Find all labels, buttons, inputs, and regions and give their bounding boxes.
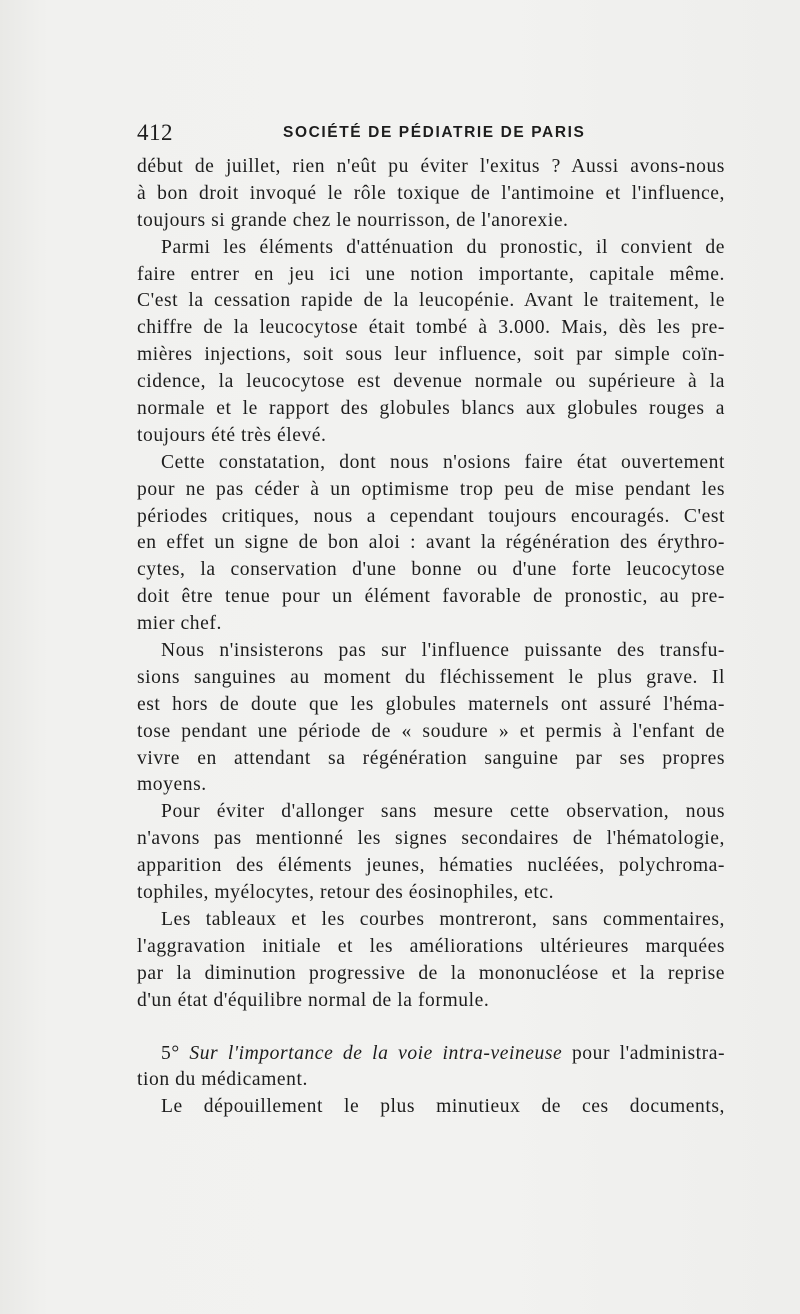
text-line: chiffre de la leucocytose était tombé à 3.000. Mais, dès les pre- [137,317,725,339]
text-line: d'un état d'équilibre normal de la formule. [137,989,490,1011]
text-line: toujours été très élevé. [137,424,327,446]
text-line: début de juillet, rien n'eût pu éviter l'exitus ? Aussi avons-nous [137,156,725,177]
text-line: Nous n'insisterons pas sur l'influence puissante des transfu- [161,640,725,662]
text-line: tose pendant une période de « soudure » et permis à l'enfant de [137,720,725,742]
text-line: à bon droit invoqué le rôle toxique de l'antimoine et l'influence, [137,182,725,204]
text-line: Cette constatation, dont nous n'osions faire état ouvertement [161,451,725,473]
text-line: mières injections, soit sous leur influence, soit par simple coïn- [137,344,725,366]
text-line: normale et le rapport des globules blancs aux globules rouges a [137,398,725,420]
text-line: mier chef. [137,613,222,635]
text-line: tion du médicament. [137,1069,308,1091]
text-line: sions sanguines au moment du fléchissement le plus grave. Il [137,666,725,688]
text-line: moyens. [137,774,207,796]
section-title-rest: pour l'administra- [571,1042,725,1064]
text-line: par la diminution progressive de la mononucléose et la reprise [137,962,725,984]
text-line: vivre en attendant sa régénération sanguine par ses propres [137,747,725,769]
text-line: est hors de doute que les globules maternels ont assuré l'héma- [137,693,725,715]
text-line: n'avons pas mentionné les signes secondaires de l'hématologie, [137,828,725,850]
text-line: Les tableaux et les courbes montreront, sans commentaires, [161,908,725,930]
text-line: en effet un signe de bon aloi : avant la régénération des érythro- [137,532,725,554]
page-header [137,120,725,150]
paragraph [137,1094,725,1121]
text-line: périodes critiques, nous a cependant toujours encouragés. C'est [137,505,725,527]
text-line: cidence, la leucocytose est devenue normale ou supérieure à la [137,371,725,393]
text-line: C'est la cessation rapide de la leucopénie. Avant le traitement, le [137,290,725,312]
section-heading [137,1041,725,1095]
section-number: 5° [161,1042,180,1064]
text-line: pour ne pas céder à un optimisme trop peu de mise pendant les [137,478,725,500]
paragraph [137,235,725,450]
text-line: doit être tenue pour un élément favorable de pronostic, au pre- [137,586,725,608]
text-line [137,1041,725,1068]
text-line: Pour éviter d'allonger sans mesure cette observation, nous [161,801,725,823]
section-spacer [137,1015,725,1041]
running-head: SOCIÉTÉ DE PÉDIATRIE DE PARIS [283,124,586,141]
paragraph [137,799,725,907]
text-line: faire entrer en jeu ici une notion importante, capitale même. [137,263,725,285]
paragraph [137,450,725,638]
text-line: apparition des éléments jeunes, hématies nucléées, polychroma- [137,855,725,877]
text-line: toujours si grande chez le nourrisson, de l'anorexie. [137,209,569,231]
text-line: Parmi les éléments d'atténuation du pronostic, il convient de [161,236,725,258]
text-line: tophiles, myélocytes, retour des éosinophiles, etc. [137,882,555,904]
text-line: Le dépouillement le plus minutieux de ces documents, [161,1096,725,1118]
text-line: cytes, la conservation d'une bonne ou d'une forte leucocytose [137,559,725,581]
body-text [137,154,725,1121]
paragraph [137,154,725,235]
page-number: 412 [137,120,173,145]
section-title-italic: Sur l'importance de la voie intra-veineuse [189,1042,563,1064]
paragraph [137,638,725,799]
text-line: l'aggravation initiale et les améliorations ultérieures marquées [137,935,725,957]
paragraph [137,907,725,1015]
